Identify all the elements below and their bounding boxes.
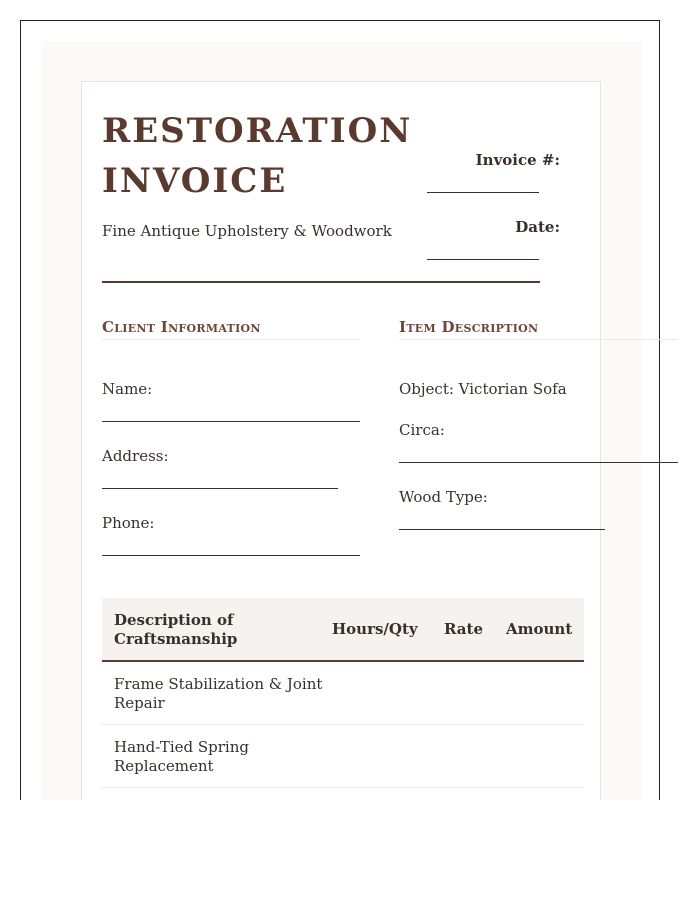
invoice-title [102, 106, 413, 206]
item-circa-field[interactable] [399, 462, 678, 463]
item-object-label: Object: Victorian Sofa [399, 380, 567, 398]
table-row [102, 662, 584, 725]
header-amount: Amount [506, 620, 573, 638]
page-bottom-blank [0, 801, 700, 900]
title-line-1: RESTORATION [102, 111, 413, 151]
item-description-divider [399, 339, 678, 340]
item-wood-type-label: Wood Type: [399, 488, 488, 506]
row-description: Hand-Tied Spring Replacement [114, 738, 249, 775]
client-phone-field[interactable] [102, 555, 360, 556]
row-description: Frame Stabilization & Joint Repair [114, 675, 323, 712]
client-info-divider [102, 339, 360, 340]
client-phone-label: Phone: [102, 514, 155, 532]
client-name-label: Name: [102, 380, 153, 398]
client-address-field[interactable] [102, 488, 338, 489]
item-circa-label: Circa: [399, 421, 445, 439]
item-wood-type-field[interactable] [399, 529, 605, 530]
client-name-field[interactable] [102, 421, 360, 422]
header-hours-qty: Hours/Qty [332, 620, 418, 638]
client-info-heading: Client Information [102, 318, 261, 336]
client-address-label: Address: [102, 447, 169, 465]
header-divider [102, 281, 540, 283]
item-description-heading: Item Description [399, 318, 539, 336]
date-label: Date: [515, 218, 560, 236]
header-description: Description of Craftsmanship [114, 611, 238, 648]
header-rate: Rate [444, 620, 484, 638]
table-header [102, 598, 584, 662]
invoice-number-label: Invoice #: [475, 151, 560, 169]
date-field[interactable] [427, 259, 539, 260]
table-row [102, 725, 584, 788]
title-line-2: INVOICE [102, 161, 288, 201]
invoice-number-field[interactable] [427, 192, 539, 193]
invoice-subtitle: Fine Antique Upholstery & Woodwork [102, 222, 392, 240]
craftsmanship-table [102, 598, 584, 788]
